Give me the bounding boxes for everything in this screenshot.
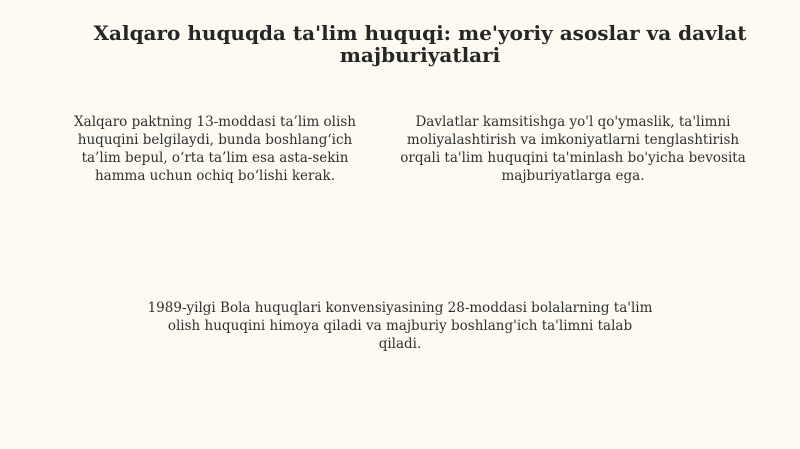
- text-block-article-13: Xalqaro paktning 13-moddasi ta’lim olish huquqini belgilaydi, bunda boshlang‘ich ta’lim bepul, o‘rta ta’lim esa asta-sekin hamma uchun ochiq bo‘lishi kerak.: [74, 114, 356, 184]
- text-block-state-obligations: Davlatlar kamsitishga yo'l qo'ymaslik, ta'limni moliyalashtirish va imkoniyatlarni tenglashtirish orqali ta'lim huquqini ta'minlash bo'yicha bevosita majburiyatlarga ega.: [400, 114, 746, 184]
- text-block-convention-1989: 1989-yilgi Bola huquqlari konvensiyasining 28-moddasi bolalarning ta'lim olish huquqini himoya qiladi va majburiy boshlang'ich ta'limni talab qiladi.: [147, 300, 653, 352]
- slide-title: Xalqaro huquqda ta'lim huquqi: me'yoriy asoslar va davlat majburiyatlari: [93, 21, 747, 67]
